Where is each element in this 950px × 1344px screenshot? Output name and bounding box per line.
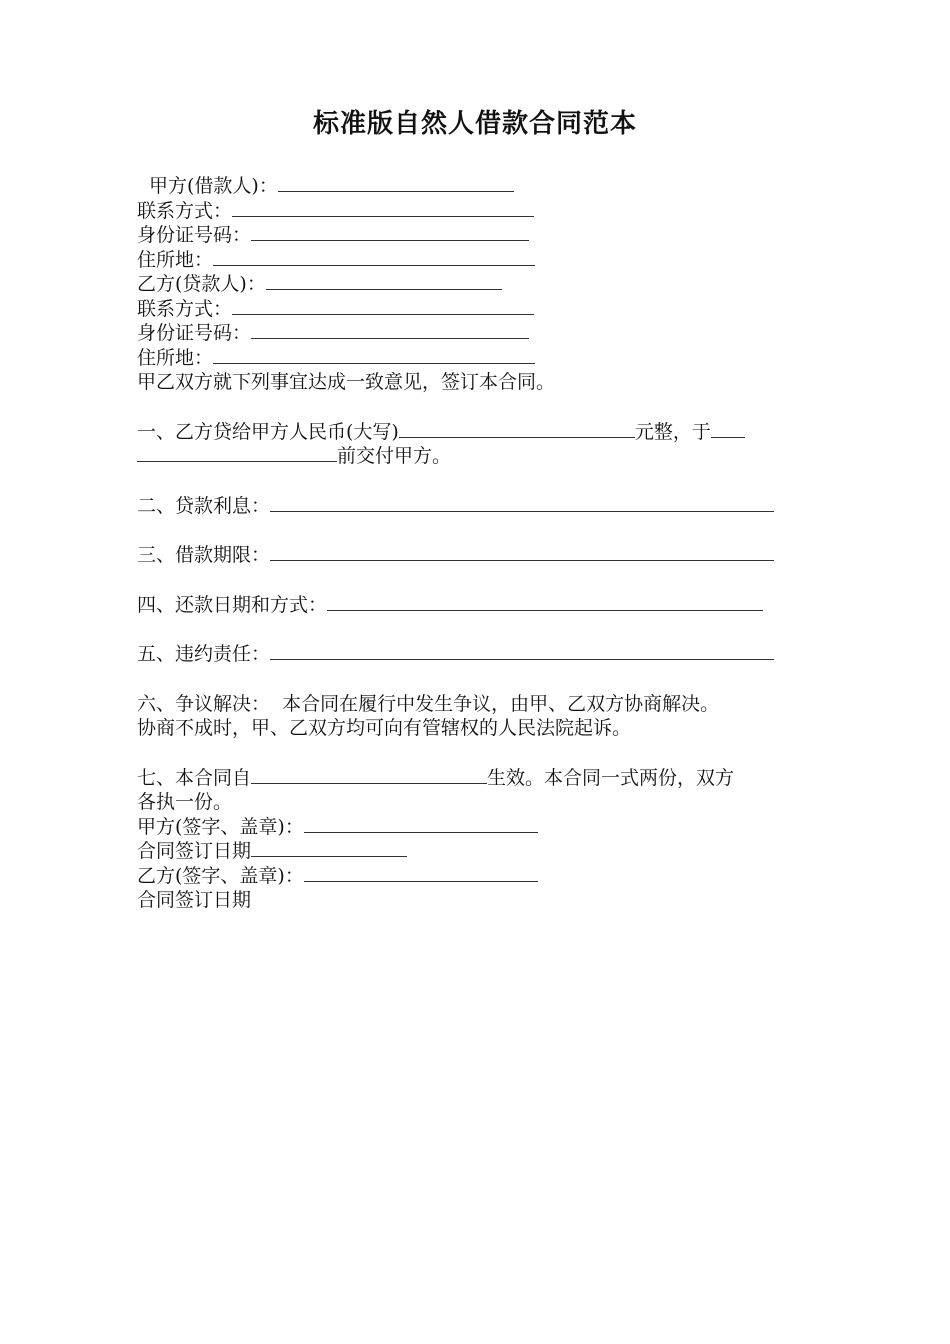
clause-1-prefix: 一、乙方贷给甲方人民币(大写)	[137, 420, 399, 443]
clause-1-line-2	[137, 444, 837, 469]
repayment-blank[interactable]	[327, 593, 763, 611]
party-a-date-line	[137, 839, 837, 864]
clause-2-label: 二、贷款利息：	[137, 494, 271, 517]
party-b-contact-label: 联系方式：	[137, 297, 233, 320]
party-a-contact-line	[137, 199, 837, 224]
party-b-id-blank[interactable]	[251, 321, 529, 339]
party-b-date-line	[137, 888, 837, 913]
party-b-name-blank[interactable]	[266, 272, 502, 290]
party-a-name-blank[interactable]	[278, 174, 514, 192]
term-blank[interactable]	[270, 543, 774, 561]
party-a-id-blank[interactable]	[251, 223, 529, 241]
clause-1-line-1	[137, 420, 837, 445]
party-a-address-line	[137, 248, 837, 273]
clause-7-prefix: 七、本合同自	[137, 766, 252, 789]
party-a-signature-blank[interactable]	[304, 815, 538, 833]
party-a-contact-blank[interactable]	[232, 199, 534, 217]
clause-4	[137, 593, 837, 618]
party-a-contact-label: 联系方式：	[137, 199, 233, 222]
clause-1-suffix: 前交付甲方。	[337, 445, 452, 467]
party-b-id-line	[137, 321, 837, 346]
party-b-id-label: 身份证号码：	[137, 322, 252, 344]
party-b-contact-line	[137, 297, 837, 322]
party-b-line	[137, 272, 837, 297]
clause-5	[137, 642, 837, 667]
party-b-label: 乙方(贷款人)：	[137, 273, 266, 295]
delivery-date-blank[interactable]	[137, 444, 337, 462]
liability-blank[interactable]	[270, 642, 774, 660]
party-b-signature-blank[interactable]	[304, 864, 538, 882]
clause-6-line-2: 协商不成时，甲、乙双方均可向有管辖权的人民法院起诉。	[137, 717, 632, 739]
clause-3	[137, 543, 837, 568]
clause-2	[137, 494, 837, 519]
party-a-date-label: 合同签订日期	[137, 840, 252, 862]
party-a-label: 甲方(借款人)：	[149, 175, 278, 197]
clause-4-label: 四、还款日期和方式：	[137, 593, 328, 616]
party-a-line	[137, 174, 837, 199]
party-a-address-blank[interactable]	[213, 248, 535, 266]
party-b-address-label: 住所地：	[137, 346, 214, 369]
clause-7-line-1	[137, 766, 837, 791]
party-a-signature-label: 甲方(签字、盖章)：	[137, 815, 304, 838]
effective-date-blank[interactable]	[251, 766, 487, 784]
loan-amount-blank[interactable]	[399, 420, 635, 438]
clause-3-label: 三、借款期限：	[137, 544, 271, 566]
party-b-signature-label: 乙方(签字、盖章)：	[137, 864, 304, 887]
clause-1-mid: 元整，于	[634, 420, 711, 443]
party-a-id-label: 身份证号码：	[137, 224, 252, 246]
party-a-signature-line	[137, 815, 837, 840]
party-a-id-line	[137, 223, 837, 248]
party-b-address-line	[137, 346, 837, 371]
document-body	[137, 174, 837, 913]
clause-7-suffix: 生效。本合同一式两份，双方	[487, 766, 735, 789]
clause-5-label: 五、违约责任：	[137, 643, 271, 665]
party-a-address-label: 住所地：	[137, 248, 214, 271]
clause-6-line-1: 六、争议解决： 本合同在履行中发生争议，由甲、乙双方协商解决。	[137, 692, 720, 715]
party-b-date-label: 合同签订日期	[137, 889, 252, 911]
agreement-intro: 甲乙双方就下列事宜达成一致意见，签订本合同。	[137, 371, 556, 393]
party-b-signature-line	[137, 864, 837, 889]
delivery-date-blank-start[interactable]	[711, 420, 745, 438]
party-a-date-blank[interactable]	[251, 839, 407, 857]
party-b-address-blank[interactable]	[213, 346, 535, 364]
party-b-contact-blank[interactable]	[232, 297, 534, 315]
interest-blank[interactable]	[270, 494, 774, 512]
document-title: 标准版自然人借款合同范本	[312, 109, 637, 139]
clause-7-line-2: 各执一份。	[137, 791, 233, 813]
